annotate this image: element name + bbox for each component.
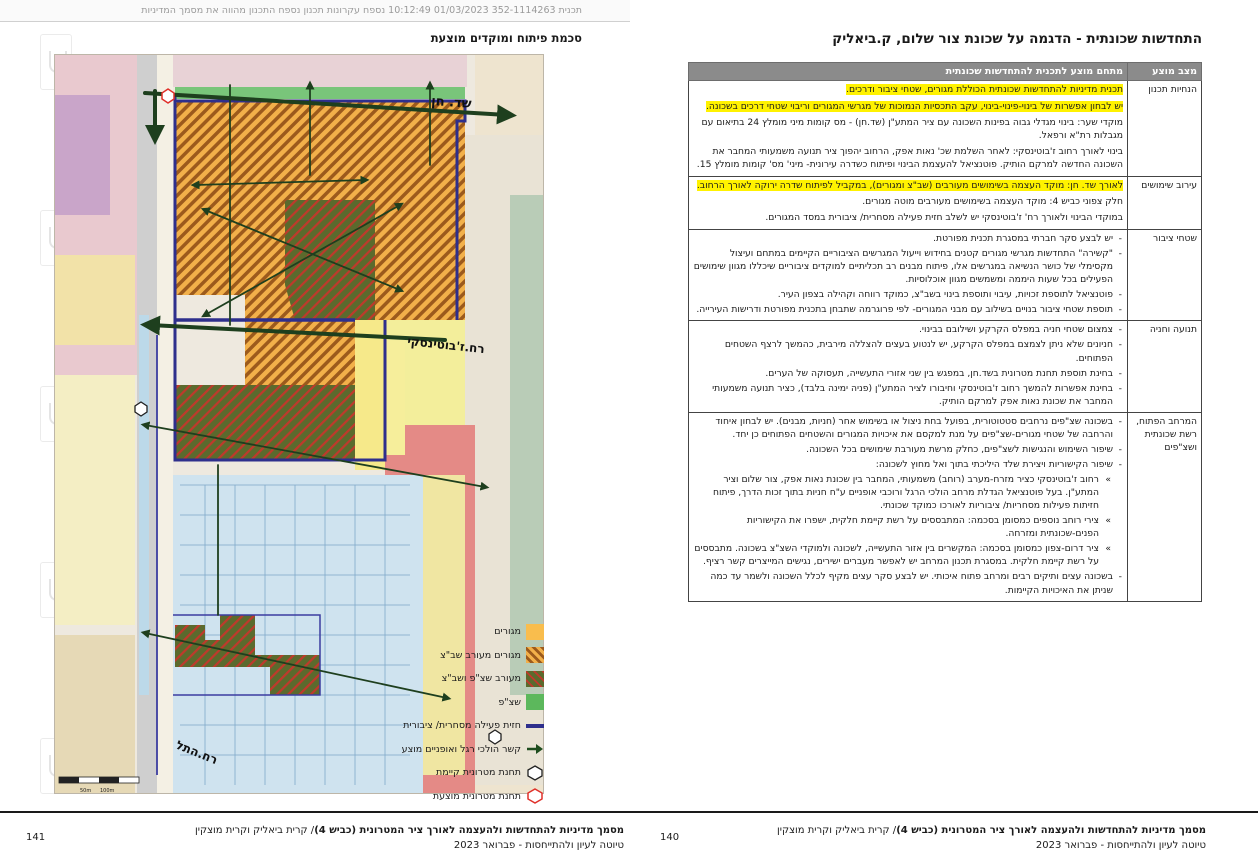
table-row	[689, 176, 1202, 229]
legend-item-mixed-residential	[404, 644, 544, 668]
legend-item-existing-station	[404, 761, 544, 785]
legend-label: מגורים	[494, 626, 521, 638]
row-category: המרחב הפתוח, רשת שכונתית ושצ"פים	[1128, 412, 1202, 601]
legend-label: חזית פעילה מסחרית/ ציבורית	[403, 720, 521, 732]
green-arrow-icon	[526, 741, 544, 757]
bullet-list	[693, 232, 1123, 316]
legend-item-pedestrian-link	[401, 738, 544, 762]
row-category: שטחי ציבור	[1128, 230, 1202, 321]
right-footer	[777, 823, 1206, 853]
list-item: - פוטנציאל לתוספת זכויות, עיבוי ותוספת בינוי בשב"צ, כמוקד רווחה וקהילה בצפון העיר.	[693, 288, 1123, 301]
legend-label: מגורים מעורב שב"צ	[440, 649, 521, 661]
right-page-number: 140	[660, 832, 680, 843]
map-legend	[401, 620, 544, 808]
table-header-row	[689, 63, 1202, 81]
highlighted-text: תכנית מדיניות להתחדשות שכונתית הכוללת מגורים, שטחי ציבור ודרכים.	[846, 84, 1123, 96]
list-item: » צירי רוחב נוספים כמסומן בסכמה: המתבססים על רשת קיימת חלקית, ישפרו את הקישוריות הפנים-שכונתית ומזרחה.	[693, 514, 1123, 540]
list-item: - בשכונה עצים ותיקים רבים ומרחב פתוח איכותי. יש לבצע סקר עצים מקיף לכלל השכונה ולשמר עד כמה שניתן את האיכויות הקיימות.	[693, 570, 1123, 596]
row-paragraph: מוקדי שער: בינוי מגדלי גבוה בפינות השכונה עם ציר המתע"ן (שד.חן) - מס קומות מיני מומלץ 24 בתיאום עם מגבלות רת"א ורפאל.	[701, 116, 1123, 141]
list-item: » ציר דרום-צפון כמסומן בסכמה: המקשרים בין אזור התעשייה, לשכונה ולמוקדי השצ"צ בשכונה. מתבססים על רשת קיימת חלקית. במסגרת תכנון המרחב יש לאפשר מעברים ישירים, נגישים המייצרים קשר רציף.	[693, 542, 1123, 568]
bullet-list	[693, 415, 1123, 597]
list-item: - תוספת שטחי ציבור בנויים בשילוב עם מבני המגורים- לפי פרוגרמה שתבחן בתכנית מפורטת ודרישות העירייה.	[693, 303, 1123, 316]
list-item: - בחינת אפשרות להמשך רחוב ז'בוטינסקי וחיבורו לציר המתע"ן (פניה ימינה בלבד), כציר תנועה משמעותי המחבר את שכונת נאות אפק למרקם הותיק.	[693, 382, 1123, 408]
row-category: עירוב שימושים	[1128, 176, 1202, 229]
street-label-botinsky: רח.ז'בוטינסקי	[406, 334, 486, 357]
digital-stamp: תכנית 352-1114263 01/03/2023 10:12:49 נספח עקרונות תכנון נספח התכנון מהווה את מסמך המדיניות	[141, 5, 582, 16]
list-item: - בחינת תוספת תחנת מטרונית בשד.חן, במפגש בין שני אזורי התעשייה, תעסוקה של הערים.	[693, 367, 1123, 380]
street-label-sderot-chen: שד. חן	[430, 94, 473, 112]
footer-draft-note: טיוטה לעיון ולהתייחסות - פברואר 2023	[1035, 840, 1206, 851]
left-footer	[195, 823, 624, 853]
row-paragraph: במוקדי הבינוי ולאורך רח' ז'בוטינסקי יש לשלב חזית פעילה מסחרית/ ציבורית במסד המגורים.	[765, 211, 1123, 223]
legend-item-mixed-open-space	[404, 667, 544, 691]
header-category: מצב מוצע	[1128, 63, 1202, 81]
legend-item-proposed-station	[404, 785, 544, 809]
legend-label: תחנת מטרונית קיימת	[436, 767, 521, 779]
highlighted-text: לאורך שד. חן: מוקד העצמה בשימושים מעורבים (שב"צ ומגורים), במקביל לפיתוח שדרה ירוקה לאורך הרחוב.	[696, 179, 1123, 191]
street-label-hatel: רח.התל	[173, 737, 220, 768]
planning-table	[688, 62, 1202, 602]
footer-draft-note: טיוטה לעיון ולהתייחסות - פברואר 2023	[453, 840, 624, 851]
legend-swatch-active-frontage	[526, 724, 544, 728]
footer-title: מסמך מדיניות להתחדשות ולהעצמה לאורך ציר המטרונית (כביש 4)	[896, 825, 1206, 836]
map-title: סכמת פיתוח ומוקדים מוצעת	[430, 31, 582, 45]
list-item: - צמצום שטחי חניה במפלס הקרקע ושילובם בבינוי.	[693, 323, 1123, 336]
footer-subtitle: / קרית ביאליק וקרית מוצקין	[777, 825, 897, 836]
document-top-strip	[0, 0, 630, 22]
highlighted-text: יש לבחון אפשרות של בינוי-פינוי-בינוי, עקב התכסיות הנמוכות של מגרשי המגורים וריבוי שטחי דרכים בשכונה.	[706, 100, 1123, 112]
legend-swatch-open-space	[526, 694, 544, 710]
legend-label: מעורב שצ"פ ושב"צ	[441, 673, 521, 685]
row-content	[689, 176, 1128, 229]
list-item: - שיפור הקישוריות ויצירת שלד היליכתי בתוך ואל מחוץ לשכונה:	[693, 458, 1123, 471]
legend-item-active-frontage	[404, 714, 544, 738]
list-item: » רחוב ז'בוטינסקי כציר מזרח-מערב (רוחב) משמעותי, המחבר בין שכונת נאות אפק, צור שלום וציר המתע"ן. בעל פוטנציאל הגדלת מרחב הולכי הרגל ורוכבי אופניים ע"ח חניות בתוך זכות הדרך, פיתוח חזיתות פעילות מסחריות/ ציבוריות לאורכו כמוקד שכונתי.	[693, 473, 1123, 512]
row-paragraph	[693, 179, 1123, 192]
list-item: - חניונים שלא ניתן לצמצם במפלס הקרקע, יש לנטוע בעצים להצללה מירבית, כהמשך לרצף השטחים הפתוחים.	[693, 338, 1123, 364]
hexagon-red-icon	[526, 788, 544, 804]
header-content: מתחם מוצע לתכנית להתחדשות שכונתית	[689, 63, 1128, 81]
list-item: - בשכונה שצ"פים נרחבים סטטוטורית, בפועל בחת ניצול או בשימוש אחר (חניות, מבנים). יש לבחון איחוד והרחבה של שטחי מגורים-שצ"פים על מנת למקסם את איכויות המגורים והשטחים הפתוחים כן יחד.	[693, 415, 1123, 441]
legend-item-residential	[404, 620, 544, 644]
legend-swatch-mixed-open-space	[526, 671, 544, 687]
legend-label: שצ"פ	[498, 696, 521, 708]
scale-100: 100m	[100, 788, 115, 794]
left-page-number: 141	[26, 832, 46, 843]
footer-title: מסמך מדיניות להתחדשות ולהעצמה לאורך ציר המטרונית (כביש 4)	[314, 825, 624, 836]
bullet-list	[693, 323, 1123, 407]
row-content	[689, 230, 1128, 321]
row-paragraph	[693, 100, 1123, 113]
row-content	[689, 81, 1128, 176]
page-title: התחדשות שכונתית - הדגמה על שכונת צור שלום, ק.ביאליק	[832, 31, 1202, 47]
row-paragraph: חלק צפוני כביש 4: מוקד העצמה בשימושים מעורבים מוטה מגורים.	[862, 195, 1123, 207]
table-row	[689, 230, 1202, 321]
hexagon-black-icon	[526, 765, 544, 781]
row-paragraph	[693, 83, 1123, 96]
row-category: תנועה וחניה	[1128, 321, 1202, 412]
row-category: הנחיות תכנון	[1128, 81, 1202, 176]
list-item: - שיפור השימוש והנגישות לשצ"פים, כחלק מרשת מעורבת שימושים בכל השכונה.	[693, 443, 1123, 456]
list-item: - יש לבצע סקר חברתי במסגרת תכנית מפורטת.	[693, 232, 1123, 245]
scale-50: 50m	[80, 788, 92, 794]
legend-swatch-mixed-residential	[526, 647, 544, 663]
legend-item-open-space	[404, 691, 544, 715]
legend-label: תחנת מטרונית מוצעת	[432, 790, 521, 802]
list-item: - "קשירה" התחדשות מגרשי מגורים קטנים בחידוש וייעול המגרשים הציבוריים הקיימים במתחם ועיצול מקסימלי של כושר הנשיאה במגרשים אלו, פיתוח מבנים רב תכליתיים למוקדים ציבוריים שיכללו מגוון שימושים הפעילים בכל שעות היממה ומשמשים מגוון אוכלוסיות.	[693, 247, 1123, 286]
table-row	[689, 321, 1202, 412]
row-content	[689, 412, 1128, 601]
table-row	[689, 412, 1202, 601]
row-content	[689, 321, 1128, 412]
footer-divider	[0, 811, 1258, 813]
footer-subtitle: / קרית ביאליק וקרית מוצקין	[195, 825, 315, 836]
legend-swatch-residential	[526, 624, 544, 640]
table-row	[689, 81, 1202, 176]
legend-label: קשר הולכי רגל ואופניים מוצע	[401, 743, 521, 755]
row-paragraph: בינוי לאורך רחוב ז'בוטינסקי: לאחר השלמת שכ' נאות אפק, הרחוב יהפוך ציר תנועה משמעותי המחבר את השכונה החדשה למרקם הותיק. פוטנציאל להעצמת הבינוי ופיתוח כשדרה עירונית- מיני' מס' קומות מומלץ 15.	[696, 145, 1123, 170]
